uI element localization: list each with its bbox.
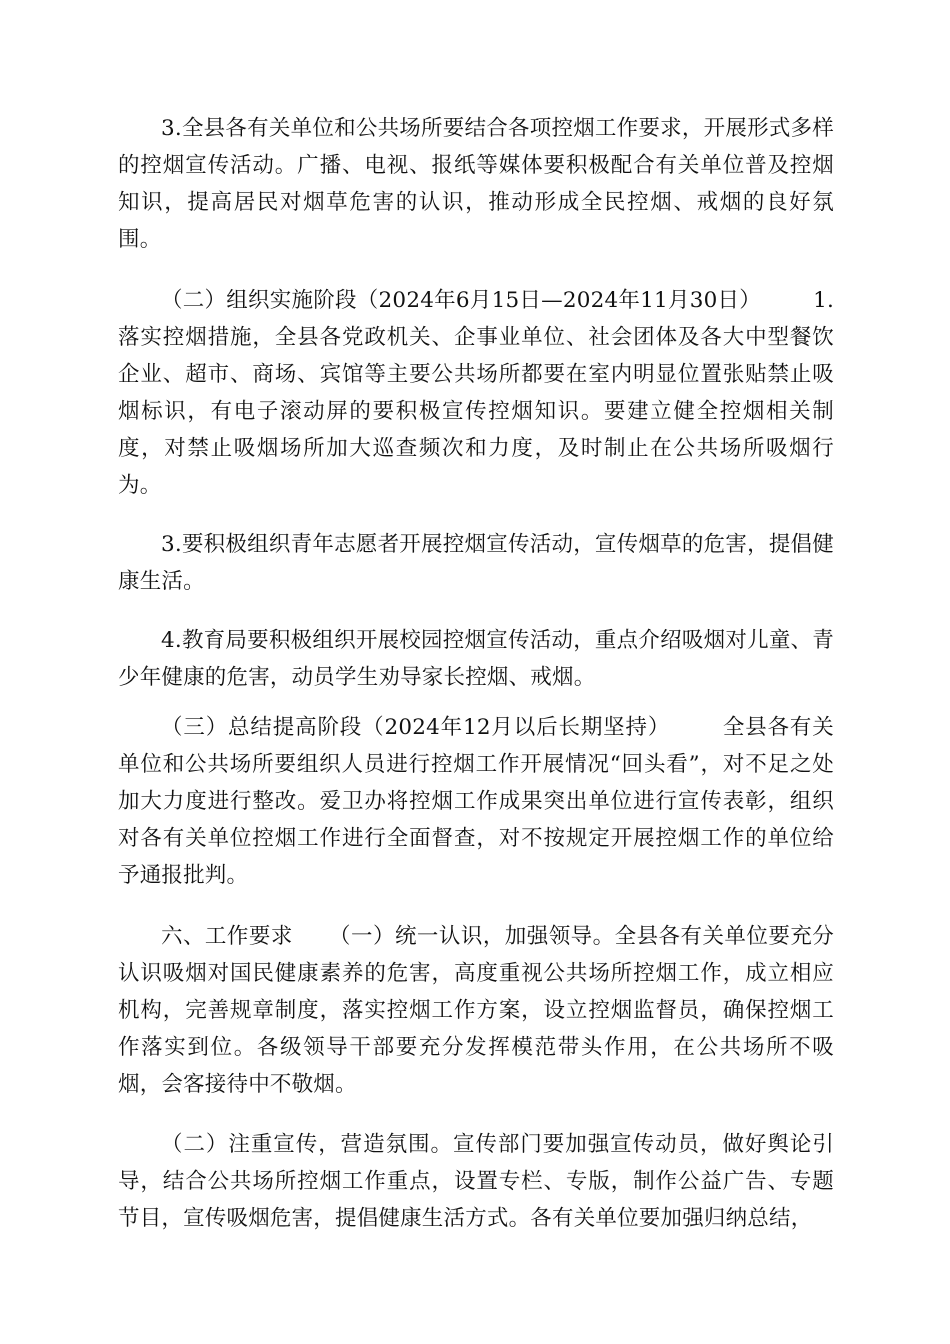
paragraph-text: （一）统一认识，加强领导。全县各有关单位要充分认识吸烟对国民健康素养的危害，高度重视公共场所控烟工作，成立相应机构，完善规章制度，落实控烟工作方案，设立控烟监督员，确保控烟工作落实到位。各级领导干部要充分发挥模范带头作用，在公共场所不吸烟，会客接待中不敬烟。 — [118, 924, 834, 1097]
paragraph-text: 1.落实控烟措施，全县各党政机关、企事业单位、社会团体及各大中型餐饮企业、超市、商场、宾馆等主要公共场所都要在室内明显位置张贴禁止吸烟标识，有电子滚动屏的要积极宣传控烟知识。要建立健全控烟相关制度，对禁止吸烟场所加大巡查频次和力度，及时制止在公共场所吸烟行为。 — [118, 288, 834, 498]
section-heading-requirements: 六、工作要求 — [161, 924, 293, 949]
paragraph-text: 4.教育局要积极组织开展校园控烟宣传活动，重点介绍吸烟对儿童、青少年健康的危害，动员学生劝导家长控烟、戒烟。 — [118, 628, 834, 690]
paragraph-text: 3.全县各有关单位和公共场所要结合各项控烟工作要求，开展形式多样的控烟宣传活动。广播、电视、报纸等媒体要积极配合有关单位普及控烟知识，提高居民对烟草危害的认识，推动形成全民控烟、戒烟的良好氛围。 — [118, 116, 834, 252]
paragraph-summary-phase — [118, 709, 834, 894]
paragraph-publicity-atmosphere — [118, 1126, 834, 1237]
paragraph-volunteers — [118, 526, 834, 600]
section-heading-implementation: （二）组织实施阶段（2024年6月15日—2024年11月30日） — [161, 288, 762, 313]
paragraph-text: 全县各有关单位和公共场所要组织人员进行控烟工作开展情况“回头看”，对不足之处加大力度进行整改。爱卫办将控烟工作成果突出单位进行宣传表彰，组织对各有关单位控烟工作进行全面督查，对不按规定开展控烟工作的单位给予通报批判。 — [118, 715, 834, 888]
paragraph-text: 3.要积极组织青年志愿者开展控烟宣传活动，宣传烟草的危害，提倡健康生活。 — [118, 532, 834, 594]
paragraph-publicity-activities — [118, 110, 834, 258]
paragraph-work-requirements — [118, 918, 834, 1103]
paragraph-text: （二）注重宣传，营造氛围。宣传部门要加强宣传动员，做好舆论引导，结合公共场所控烟工作重点，设置专栏、专版，制作公益广告、专题节目，宣传吸烟危害，提倡健康生活方式。各有关单位要加强归纳总结， — [118, 1132, 834, 1231]
paragraph-education-bureau — [118, 622, 834, 696]
paragraph-implementation-phase — [118, 282, 834, 504]
section-heading-summary: （三）总结提高阶段（2024年12月以后长期坚持） — [161, 715, 671, 740]
